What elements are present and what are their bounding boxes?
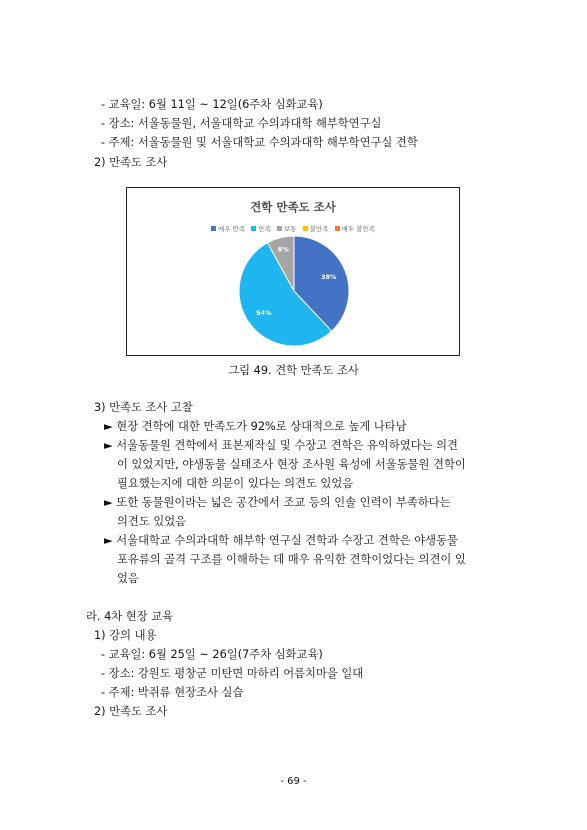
legend-label: 보통 (283, 225, 297, 233)
review-bullet-2-cont: 이 있었지만, 야생동물 실태조사 현장 조사원 육성에 서울동물원 견학이 (117, 458, 466, 471)
topic-line: - 주제: 서울동물원 및 서울대학교 수의과대학 해부학연구실 견학 (101, 136, 418, 149)
review-bullet-1: ► 현장 견학에 대한 만족도가 92%로 상대적으로 높게 나타남 (104, 420, 407, 433)
subheading-lecture: 1) 강의 내용 (94, 629, 157, 642)
review-bullet-4: ► 서울대학교 수의과대학 해부학 연구실 견학과 수장고 견학은 야생동물 (104, 534, 458, 547)
page-number: - 69 - (280, 776, 307, 787)
review-bullet-2-cont: 필요했는지에 대한 의문이 있다는 의견도 있었음 (117, 477, 354, 490)
education-date-line: - 교육일: 6월 11일 ~ 12일(6주차 심화교육) (101, 98, 323, 111)
section-heading-satisfaction: 2) 만족도 조사 (94, 156, 168, 169)
review-bullet-2: ► 서울동물원 견학에서 표본제작실 및 수장고 견학은 유익하였다는 의견 (104, 439, 458, 452)
chart-title: 견학 만족도 조사 (250, 200, 336, 214)
review-bullet-4-cont: 포유류의 골격 구조를 이해하는 데 매우 유익한 견학이었다는 의견이 있 (117, 553, 466, 566)
section-heading-4th-field: 라. 4차 현장 교육 (86, 610, 174, 623)
pie-svg (127, 188, 461, 357)
section-heading-review: 3) 만족도 조사 고찰 (94, 401, 193, 414)
topic-line: - 주제: 박쥐류 현장조사 실습 (101, 686, 244, 699)
subheading-satisfaction: 2) 만족도 조사 (94, 705, 168, 718)
figure-caption: 그림 49. 견학 만족도 조사 (228, 364, 359, 377)
location-line: - 장소: 서울동물원, 서울대학교 수의과대학 해부학연구실 (101, 117, 382, 130)
legend-label: 매우 불만족 (341, 225, 375, 233)
location-line: - 장소: 강원도 평창군 미탄면 마하리 어름치마을 일대 (101, 667, 364, 680)
pie-data-label: 8% (277, 245, 289, 254)
education-date-line: - 교육일: 6월 25일 ~ 26일(7주차 심화교육) (101, 648, 323, 661)
review-bullet-3-cont: 의견도 있었음 (117, 515, 187, 528)
pie-data-label: 38% (320, 273, 337, 282)
review-bullet-4-cont: 었음 (117, 572, 139, 585)
pie-data-label: 54% (255, 308, 272, 317)
review-bullet-3: ► 또한 동물원이라는 넓은 공간에서 조교 등의 인솔 인력이 부족하다는 (104, 496, 451, 509)
legend-label: 매우 만족 (218, 225, 246, 233)
pie-chart (126, 187, 460, 356)
legend-label: 만족 (258, 225, 271, 233)
legend-label: 불만족 (309, 225, 329, 233)
